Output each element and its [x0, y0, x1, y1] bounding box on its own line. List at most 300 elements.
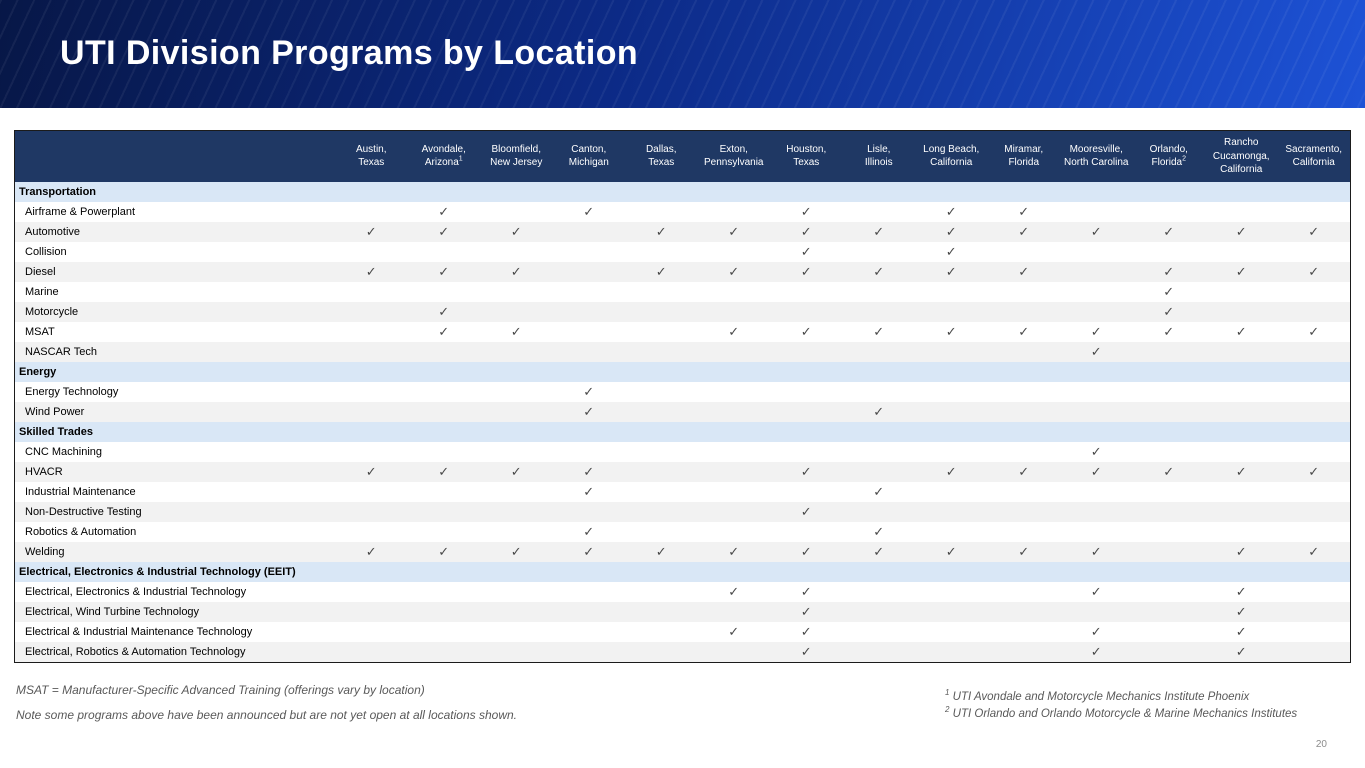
empty-cell	[553, 242, 626, 262]
check-cell	[843, 402, 916, 422]
empty-cell	[480, 642, 553, 662]
check-icon: ✓	[1235, 463, 1247, 479]
check-icon: ✓	[438, 303, 450, 319]
footnote-location: $^2$ UTI Orlando and Orlando Motorcycle & Marine Mechanics Institutes	[945, 704, 1298, 720]
check-icon: ✓	[655, 543, 667, 559]
program-label: Electrical, Electronics & Industrial Technology	[15, 582, 335, 602]
program-label: Robotics & Automation	[15, 522, 335, 542]
check-cell	[843, 522, 916, 542]
empty-cell	[843, 622, 916, 642]
check-cell	[1205, 582, 1278, 602]
check-icon: ✓	[583, 543, 595, 559]
empty-cell	[988, 382, 1061, 402]
program-label: Electrical & Industrial Maintenance Technology	[15, 622, 335, 642]
check-icon: ✓	[583, 203, 595, 219]
program-label: NASCAR Tech	[15, 342, 335, 362]
check-icon: ✓	[1090, 583, 1102, 599]
empty-cell	[1133, 502, 1206, 522]
empty-cell	[408, 622, 481, 642]
check-icon: ✓	[365, 223, 377, 239]
check-icon: ✓	[728, 223, 740, 239]
empty-cell	[335, 622, 408, 642]
location-header: Dallas, Texas	[625, 131, 698, 182]
empty-cell	[1278, 482, 1351, 502]
empty-cell	[843, 342, 916, 362]
check-cell	[770, 502, 843, 522]
check-icon: ✓	[1163, 283, 1175, 299]
empty-cell	[988, 242, 1061, 262]
check-icon: ✓	[1090, 323, 1102, 339]
check-icon: ✓	[1090, 223, 1102, 239]
empty-cell	[1205, 442, 1278, 462]
check-icon: ✓	[1235, 583, 1247, 599]
empty-cell	[408, 282, 481, 302]
check-icon: ✓	[728, 263, 740, 279]
empty-cell	[1060, 262, 1133, 282]
footnote-msat: MSAT = Manufacturer-Specific Advanced Training (offerings vary by location)	[16, 683, 425, 697]
check-icon: ✓	[510, 463, 522, 479]
check-cell	[770, 542, 843, 562]
empty-cell	[335, 282, 408, 302]
empty-cell	[553, 322, 626, 342]
empty-cell	[915, 482, 988, 502]
check-cell	[1060, 622, 1133, 642]
check-cell	[553, 402, 626, 422]
check-cell	[915, 542, 988, 562]
check-cell	[770, 242, 843, 262]
empty-cell	[915, 622, 988, 642]
empty-cell	[480, 442, 553, 462]
empty-cell	[408, 582, 481, 602]
program-row	[15, 322, 1350, 342]
empty-cell	[553, 262, 626, 282]
check-cell	[1278, 262, 1351, 282]
empty-cell	[335, 502, 408, 522]
program-row	[15, 442, 1350, 462]
empty-cell	[698, 602, 771, 622]
empty-cell	[843, 442, 916, 462]
location-header: Austin, Texas	[335, 131, 408, 182]
check-icon: ✓	[945, 223, 957, 239]
empty-cell	[625, 522, 698, 542]
empty-cell	[770, 522, 843, 542]
check-icon: ✓	[873, 403, 885, 419]
check-icon: ✓	[800, 643, 812, 659]
empty-cell	[1133, 522, 1206, 542]
check-icon: ✓	[1090, 623, 1102, 639]
check-cell	[1133, 262, 1206, 282]
empty-cell	[770, 342, 843, 362]
location-header: Orlando, Florida$^2$	[1133, 131, 1206, 182]
empty-cell	[698, 522, 771, 542]
empty-cell	[1133, 242, 1206, 262]
check-icon: ✓	[365, 463, 377, 479]
empty-cell	[843, 462, 916, 482]
section-row	[15, 362, 1350, 382]
check-cell	[1278, 222, 1351, 242]
check-icon: ✓	[1308, 263, 1320, 279]
empty-cell	[988, 402, 1061, 422]
program-label: Diesel	[15, 262, 335, 282]
empty-cell	[1278, 502, 1351, 522]
check-icon: ✓	[583, 463, 595, 479]
check-cell	[408, 262, 481, 282]
section-row	[15, 182, 1350, 202]
check-icon: ✓	[1163, 263, 1175, 279]
empty-cell	[480, 282, 553, 302]
check-icon: ✓	[1235, 543, 1247, 559]
section-header: Energy	[15, 362, 1350, 382]
empty-cell	[698, 242, 771, 262]
check-cell	[770, 322, 843, 342]
check-cell	[843, 222, 916, 242]
check-cell	[408, 222, 481, 242]
check-cell	[770, 642, 843, 662]
check-cell	[698, 222, 771, 242]
empty-cell	[480, 502, 553, 522]
check-cell	[625, 262, 698, 282]
empty-cell	[698, 302, 771, 322]
check-icon: ✓	[873, 263, 885, 279]
empty-cell	[480, 242, 553, 262]
check-cell	[770, 582, 843, 602]
empty-cell	[1133, 342, 1206, 362]
empty-cell	[988, 502, 1061, 522]
empty-cell	[988, 582, 1061, 602]
check-cell	[770, 262, 843, 282]
empty-cell	[553, 622, 626, 642]
empty-cell	[480, 582, 553, 602]
check-icon: ✓	[800, 583, 812, 599]
check-cell	[915, 322, 988, 342]
empty-cell	[1060, 382, 1133, 402]
empty-cell	[915, 582, 988, 602]
check-icon: ✓	[1018, 203, 1030, 219]
check-icon: ✓	[873, 223, 885, 239]
empty-cell	[1278, 582, 1351, 602]
empty-cell	[553, 642, 626, 662]
empty-cell	[408, 482, 481, 502]
empty-cell	[1278, 402, 1351, 422]
empty-cell	[625, 582, 698, 602]
empty-cell	[1278, 282, 1351, 302]
check-icon: ✓	[800, 203, 812, 219]
program-label: Electrical, Robotics & Automation Technology	[15, 642, 335, 662]
check-cell	[770, 622, 843, 642]
check-icon: ✓	[1163, 323, 1175, 339]
empty-cell	[770, 482, 843, 502]
empty-cell	[1133, 402, 1206, 422]
check-icon: ✓	[365, 263, 377, 279]
check-cell	[915, 242, 988, 262]
empty-cell	[625, 202, 698, 222]
empty-cell	[915, 642, 988, 662]
empty-cell	[1278, 602, 1351, 622]
empty-cell	[1060, 402, 1133, 422]
empty-cell	[408, 642, 481, 662]
empty-cell	[408, 602, 481, 622]
check-cell	[1060, 542, 1133, 562]
empty-cell	[1278, 342, 1351, 362]
empty-cell	[915, 602, 988, 622]
check-icon: ✓	[1235, 223, 1247, 239]
empty-cell	[698, 502, 771, 522]
check-icon: ✓	[1163, 303, 1175, 319]
section-row	[15, 422, 1350, 442]
empty-cell	[335, 522, 408, 542]
check-icon: ✓	[583, 483, 595, 499]
location-header-row	[15, 131, 1350, 182]
check-cell	[1060, 442, 1133, 462]
empty-cell	[335, 482, 408, 502]
empty-cell	[480, 402, 553, 422]
check-cell	[1205, 622, 1278, 642]
empty-cell	[843, 642, 916, 662]
empty-cell	[335, 302, 408, 322]
program-row	[15, 642, 1350, 662]
empty-cell	[625, 402, 698, 422]
check-icon: ✓	[1308, 223, 1320, 239]
check-icon: ✓	[800, 623, 812, 639]
empty-cell	[553, 302, 626, 322]
check-icon: ✓	[800, 263, 812, 279]
check-cell	[1060, 642, 1133, 662]
empty-cell	[335, 342, 408, 362]
slide-title: UTI Division Programs by Location	[60, 34, 639, 72]
empty-cell	[698, 462, 771, 482]
empty-cell	[1278, 642, 1351, 662]
empty-cell	[698, 482, 771, 502]
check-icon: ✓	[945, 463, 957, 479]
check-cell	[335, 462, 408, 482]
check-cell	[625, 542, 698, 562]
program-label: HVACR	[15, 462, 335, 482]
empty-cell	[1060, 302, 1133, 322]
programs-by-location-table	[15, 131, 1350, 662]
check-cell	[988, 262, 1061, 282]
empty-cell	[770, 382, 843, 402]
check-icon: ✓	[1235, 643, 1247, 659]
check-cell	[1060, 222, 1133, 242]
footnote-location: $^1$ UTI Avondale and Motorcycle Mechanics Institute Phoenix	[945, 688, 1250, 703]
empty-cell	[698, 382, 771, 402]
empty-cell	[770, 442, 843, 462]
title-banner	[0, 0, 1365, 108]
check-cell	[1278, 542, 1351, 562]
empty-cell	[553, 502, 626, 522]
empty-cell	[1133, 542, 1206, 562]
program-label: Industrial Maintenance	[15, 482, 335, 502]
program-label: Energy Technology	[15, 382, 335, 402]
program-label: MSAT	[15, 322, 335, 342]
check-icon: ✓	[1090, 343, 1102, 359]
empty-cell	[1133, 602, 1206, 622]
empty-cell	[335, 442, 408, 462]
check-cell	[408, 322, 481, 342]
check-icon: ✓	[873, 523, 885, 539]
empty-cell	[625, 282, 698, 302]
check-icon: ✓	[1090, 443, 1102, 459]
check-icon: ✓	[800, 543, 812, 559]
check-icon: ✓	[1018, 223, 1030, 239]
check-cell	[1205, 542, 1278, 562]
check-cell	[1133, 322, 1206, 342]
check-icon: ✓	[1090, 543, 1102, 559]
program-row	[15, 502, 1350, 522]
footnote-marker: 2	[1182, 155, 1186, 163]
check-cell	[1278, 322, 1351, 342]
check-cell	[915, 222, 988, 242]
check-cell	[480, 542, 553, 562]
check-icon: ✓	[800, 323, 812, 339]
footnote-marker: 1	[945, 688, 950, 697]
check-cell	[988, 542, 1061, 562]
empty-cell	[1278, 622, 1351, 642]
section-header: Transportation	[15, 182, 1350, 202]
empty-cell	[915, 302, 988, 322]
program-row	[15, 482, 1350, 502]
empty-cell	[770, 402, 843, 422]
check-icon: ✓	[438, 323, 450, 339]
program-row	[15, 302, 1350, 322]
empty-cell	[553, 582, 626, 602]
empty-cell	[335, 402, 408, 422]
empty-cell	[843, 302, 916, 322]
location-header: Long Beach, California	[915, 131, 988, 182]
check-icon: ✓	[873, 483, 885, 499]
empty-cell	[625, 242, 698, 262]
check-cell	[408, 202, 481, 222]
empty-cell	[1205, 282, 1278, 302]
empty-cell	[408, 522, 481, 542]
program-label: Collision	[15, 242, 335, 262]
empty-cell	[1278, 242, 1351, 262]
empty-cell	[1060, 602, 1133, 622]
empty-cell	[915, 342, 988, 362]
table-corner-cell	[15, 131, 335, 182]
program-label: CNC Machining	[15, 442, 335, 462]
location-header: Houston, Texas	[770, 131, 843, 182]
program-row	[15, 262, 1350, 282]
empty-cell	[1205, 482, 1278, 502]
check-cell	[1133, 222, 1206, 242]
check-cell	[770, 602, 843, 622]
check-cell	[915, 202, 988, 222]
check-cell	[335, 542, 408, 562]
empty-cell	[1278, 522, 1351, 542]
program-label: Automotive	[15, 222, 335, 242]
empty-cell	[625, 342, 698, 362]
empty-cell	[625, 322, 698, 342]
check-icon: ✓	[873, 543, 885, 559]
empty-cell	[408, 402, 481, 422]
check-cell	[988, 222, 1061, 242]
empty-cell	[480, 622, 553, 642]
check-icon: ✓	[655, 223, 667, 239]
check-cell	[988, 202, 1061, 222]
check-icon: ✓	[1308, 323, 1320, 339]
check-icon: ✓	[1018, 323, 1030, 339]
empty-cell	[1133, 482, 1206, 502]
empty-cell	[915, 282, 988, 302]
check-cell	[1060, 462, 1133, 482]
check-cell	[1060, 582, 1133, 602]
check-cell	[698, 542, 771, 562]
footnotes-right	[945, 688, 1297, 722]
program-row	[15, 282, 1350, 302]
empty-cell	[1205, 382, 1278, 402]
check-icon: ✓	[800, 603, 812, 619]
check-icon: ✓	[1308, 543, 1320, 559]
empty-cell	[1060, 482, 1133, 502]
program-row	[15, 622, 1350, 642]
empty-cell	[1133, 442, 1206, 462]
empty-cell	[1133, 622, 1206, 642]
check-icon: ✓	[945, 543, 957, 559]
check-icon: ✓	[728, 583, 740, 599]
location-header: Rancho Cucamonga, California	[1205, 131, 1278, 182]
check-icon: ✓	[510, 263, 522, 279]
program-label: Wind Power	[15, 402, 335, 422]
check-cell	[335, 262, 408, 282]
empty-cell	[625, 502, 698, 522]
check-cell	[915, 262, 988, 282]
empty-cell	[625, 602, 698, 622]
check-cell	[408, 302, 481, 322]
empty-cell	[1060, 202, 1133, 222]
check-cell	[698, 622, 771, 642]
empty-cell	[480, 342, 553, 362]
check-icon: ✓	[1235, 263, 1247, 279]
check-icon: ✓	[583, 383, 595, 399]
empty-cell	[625, 442, 698, 462]
empty-cell	[843, 382, 916, 402]
check-cell	[1133, 282, 1206, 302]
check-cell	[1205, 222, 1278, 242]
empty-cell	[1278, 302, 1351, 322]
empty-cell	[843, 502, 916, 522]
check-cell	[698, 262, 771, 282]
location-header: Mooresville, North Carolina	[1060, 131, 1133, 182]
check-cell	[480, 262, 553, 282]
check-cell	[843, 322, 916, 342]
check-cell	[1205, 462, 1278, 482]
empty-cell	[335, 642, 408, 662]
check-icon: ✓	[438, 223, 450, 239]
check-cell	[1205, 322, 1278, 342]
location-header: Exton, Pennsylvania	[698, 131, 771, 182]
empty-cell	[1133, 382, 1206, 402]
empty-cell	[1278, 202, 1351, 222]
check-cell	[1060, 342, 1133, 362]
check-cell	[698, 582, 771, 602]
check-cell	[553, 202, 626, 222]
check-cell	[1060, 322, 1133, 342]
check-icon: ✓	[1235, 623, 1247, 639]
check-icon: ✓	[728, 543, 740, 559]
empty-cell	[480, 302, 553, 322]
check-cell	[698, 322, 771, 342]
empty-cell	[988, 602, 1061, 622]
check-icon: ✓	[800, 223, 812, 239]
empty-cell	[988, 282, 1061, 302]
empty-cell	[988, 622, 1061, 642]
empty-cell	[770, 282, 843, 302]
empty-cell	[1060, 242, 1133, 262]
check-icon: ✓	[1235, 603, 1247, 619]
check-icon: ✓	[510, 543, 522, 559]
empty-cell	[698, 442, 771, 462]
